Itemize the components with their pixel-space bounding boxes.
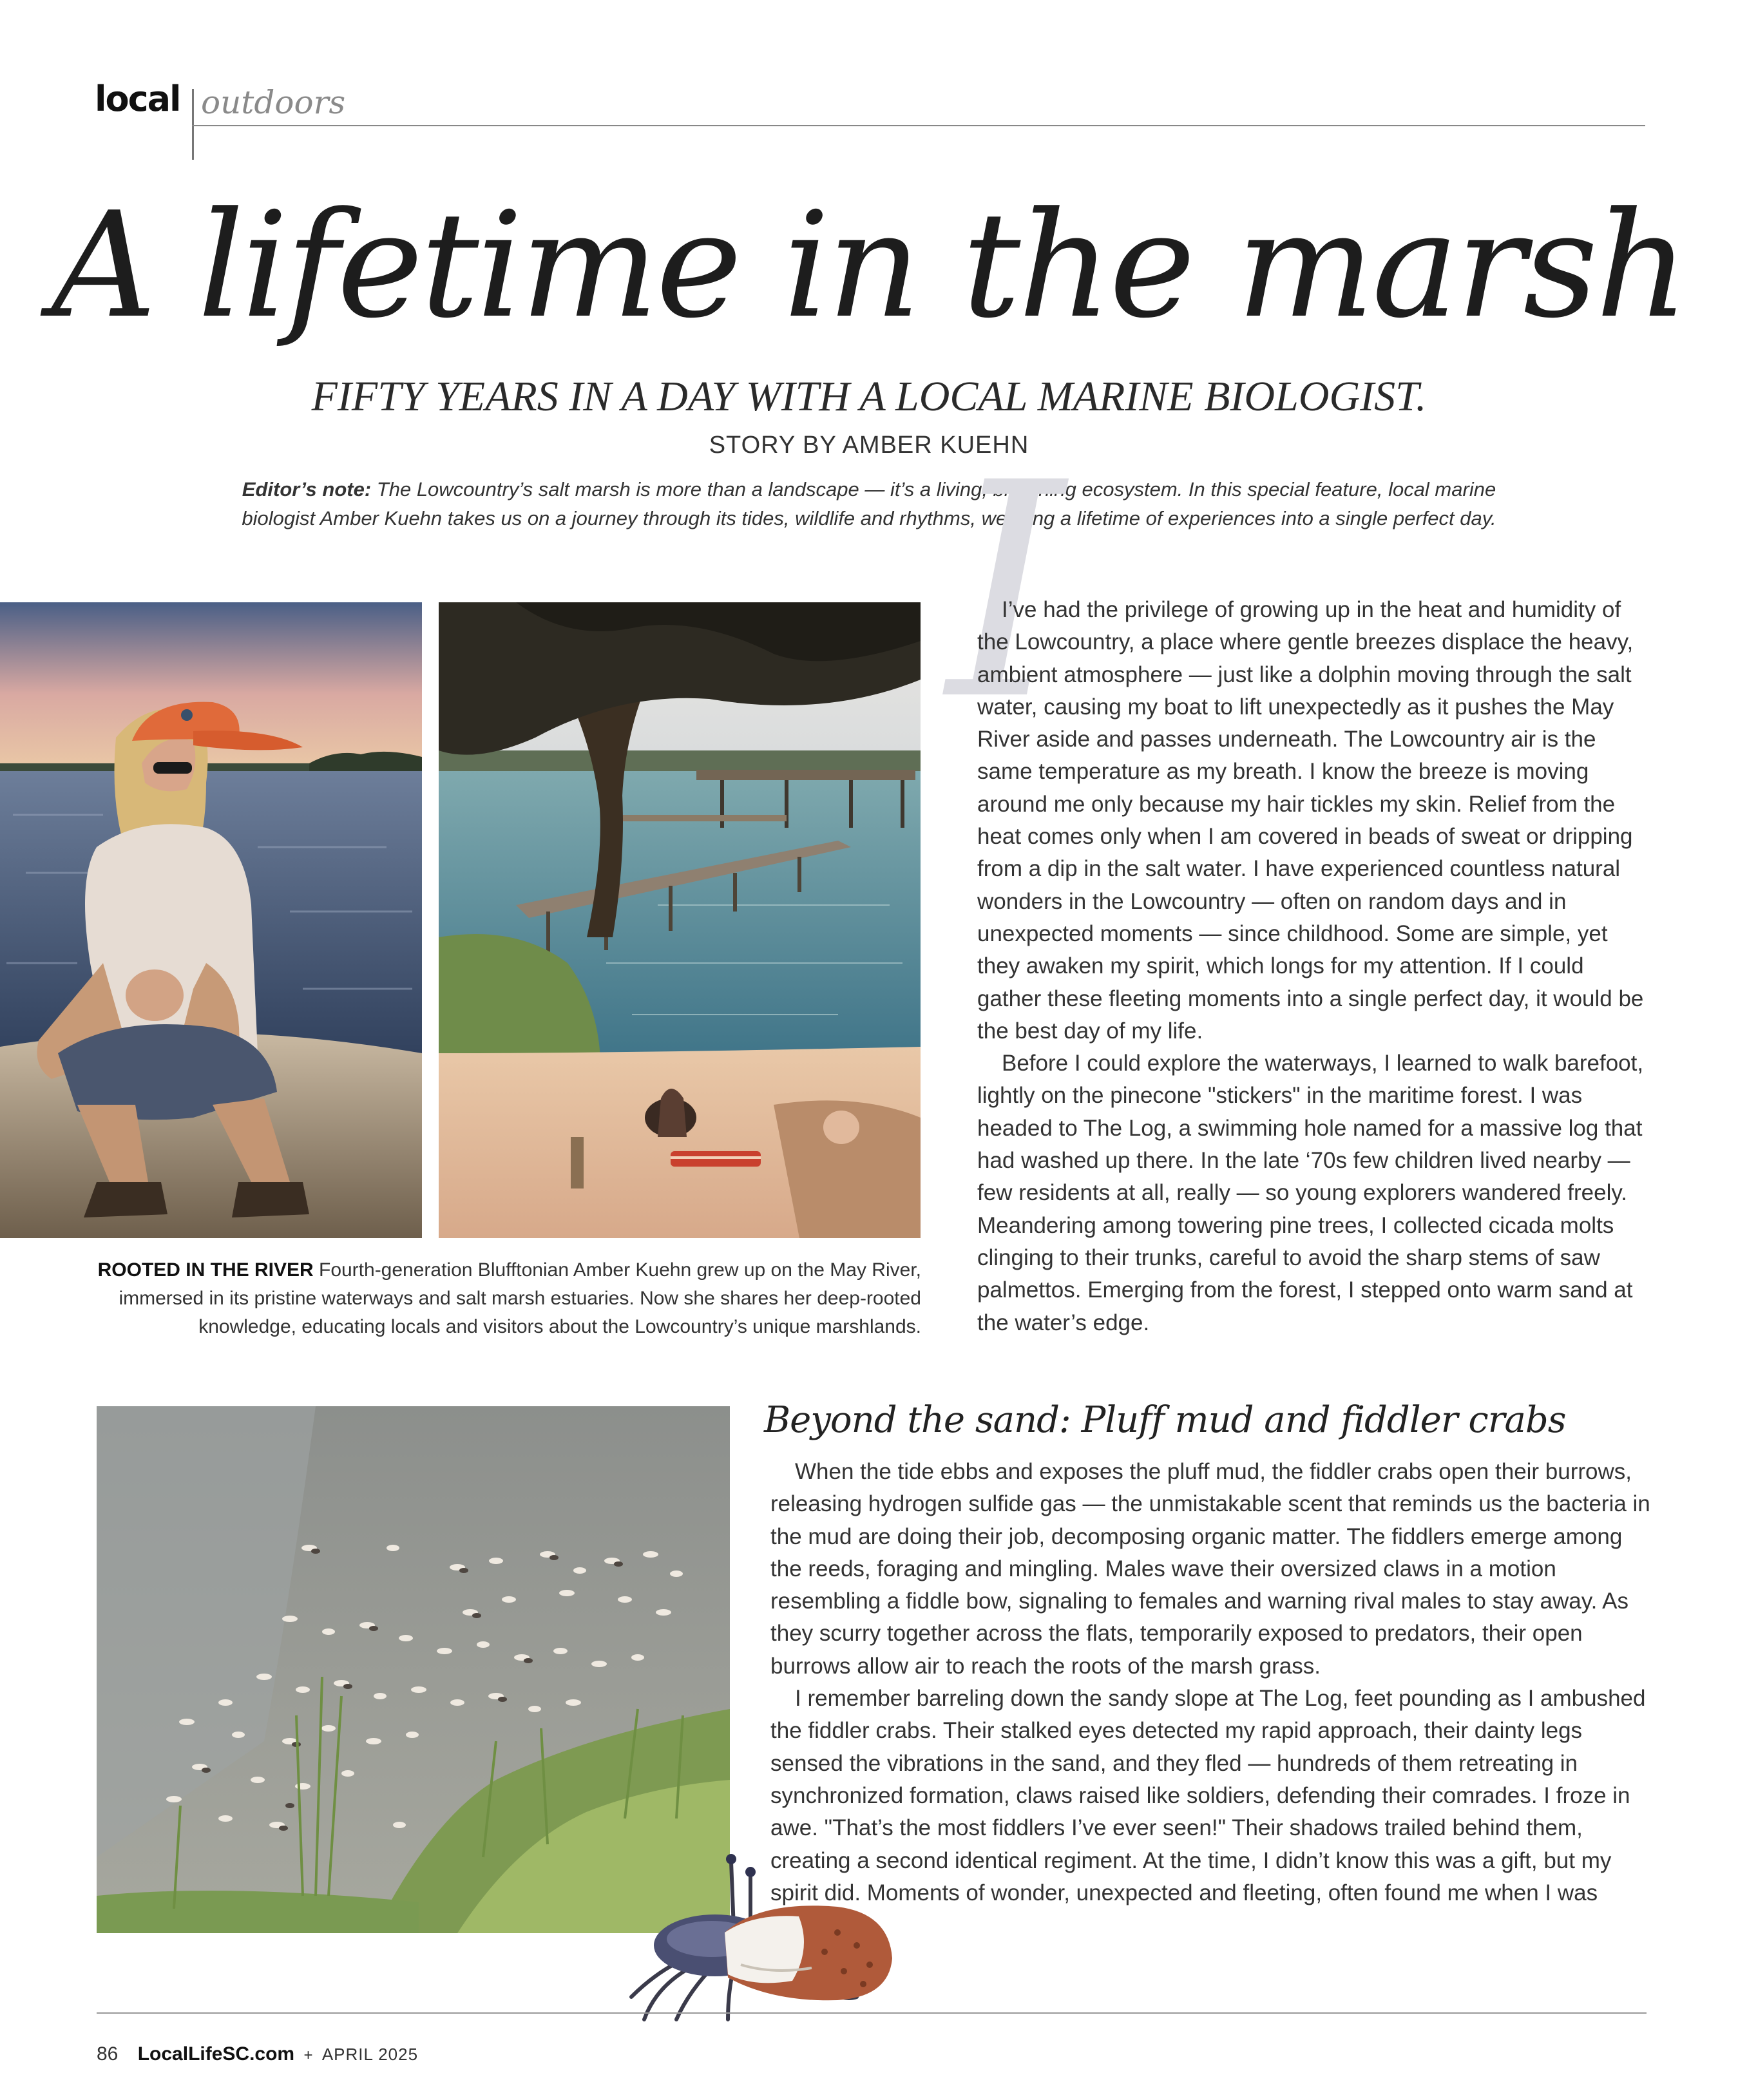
header-divider — [192, 89, 194, 160]
caption-text: Fourth-generation Blufftonian Amber Kuehn grew up on the May River, immersed in its pristine waterways and salt marsh estuaries. Now she shares her deep-rooted knowledge, educating locals and visitors about the Lowcountry’s unique marshlands. — [119, 1259, 921, 1337]
editor-note-label: Editor’s note: — [242, 478, 372, 501]
section-paragraph: When the tide ebbs and exposes the pluff mud, the fiddler crabs open their burrows, releasing hydrogen sulfide gas — the unmistakable scent that reminds us the bacteria in the mud are doing their job, decomposing organic matter. The fiddlers emerge among the reeds, foraging and mingling. Males wave their oversized claws in a motion resembling a fiddle bow, signaling to females and warning rival males to stay away. As they scurry together across the flats, temporarily exposed to predators, their open burrows allow air to reach the roots of the marsh grass. — [770, 1459, 1650, 1679]
photo-vintage-dock-illustration — [439, 602, 921, 1238]
footer-rule — [97, 2012, 1647, 2014]
section-heading: Beyond the sand: Pluff mud and fiddler crabs — [764, 1399, 1566, 1441]
photo-amber-on-boat — [0, 602, 422, 1238]
page-number: 86 — [97, 2043, 119, 2065]
photo-caption — [90, 1256, 921, 1341]
photo-amber-on-boat-illustration — [0, 602, 422, 1238]
header-rule — [192, 125, 1645, 126]
site-name: LocalLifeSC.com — [137, 2043, 295, 2065]
photo-vintage-dock — [439, 602, 921, 1238]
article-title: A lifetime in the marsh — [51, 181, 1687, 350]
drop-cap-watermark: I — [947, 420, 1064, 765]
article-subtitle: FIFTY YEARS IN A DAY WITH A LOCAL MARINE BIOLOGIST. — [311, 373, 1427, 420]
issue-date: APRIL 2025 — [321, 2045, 419, 2064]
body-paragraph: Before I could explore the waterways, I learned to walk barefoot, lightly on the pinecone "stickers" in the maritime forest. I was headed to The Log, a swimming hole named for a massive log that had washed up there. In the late ‘70s few children lived nearby — few residents at all, really — so young explorers wandered freely. Meandering among towering pine trees, I collected cicada molts clinging to their trunks, careful to avoid the sharp stems of saw palmettos. Emerging from the forest, I stepped onto warm sand at the water’s edge. — [977, 1051, 1644, 1335]
section-label: local — [95, 79, 180, 119]
body-paragraph: I’ve had the privilege of growing up in the heat and humidity of the Lowcountry, a place where gentle breezes displace the heavy, ambient atmosphere — just like a dolphin moving through the salt water, causing my boat to lift unexpectedly as it pushes the May River aside and passes underneath. The Lowcountry air is the same temperature as my breath. I know the breeze is moving around me only because my hair tickles my skin. Relief from the heat comes only when I am covered in beads of sweat or dripping from a dip in the salt water. I have experienced countless natural wonders in the Lowcountry — often on random days and in unexpected moments — since childhood. Some are simple, yet they awaken my spirit, which longs for my attention. If I could gather these fleeting moments into a single perfect day, it would be the best day of my life. — [977, 597, 1644, 1044]
page-footer — [97, 2043, 418, 2065]
fiddler-crab-illustration — [567, 1836, 902, 2023]
caption-label: ROOTED IN THE RIVER — [97, 1259, 314, 1281]
footer-separator: + — [303, 2047, 313, 2064]
section-paragraph: I remember barreling down the sandy slope at The Log, feet pounding as I ambushed the fiddler crabs. Their stalked eyes detected my rapid approach, their dainty legs sensed the vibrations in the sand, and they fled — hundreds of them retreating in synchronized formation, claws raised like soldiers, defending their comrades. I froze in awe. "That’s the most fiddlers I’ve ever seen!" Their shadows trailed behind them, creating a second identical regiment. At the time, I didn’t know this was a gift, but my spirit did. Moments of wonder, unexpected and fleeting, often found me when I was — [770, 1686, 1646, 1905]
editor-note — [225, 475, 1513, 533]
subsection-label: outdoors — [201, 84, 346, 121]
body-column — [977, 594, 1654, 1339]
editor-note-text: The Lowcountry’s salt marsh is more than a landscape — it’s a living, breathing ecosystem. In this special feature, local marine biologist Amber Kuehn takes us on a journey through its tides, wildlife and rhythms, weaving a lifetime of experiences into a single perfect day. — [242, 478, 1496, 530]
byline: STORY BY AMBER KUEHN — [709, 432, 1029, 459]
